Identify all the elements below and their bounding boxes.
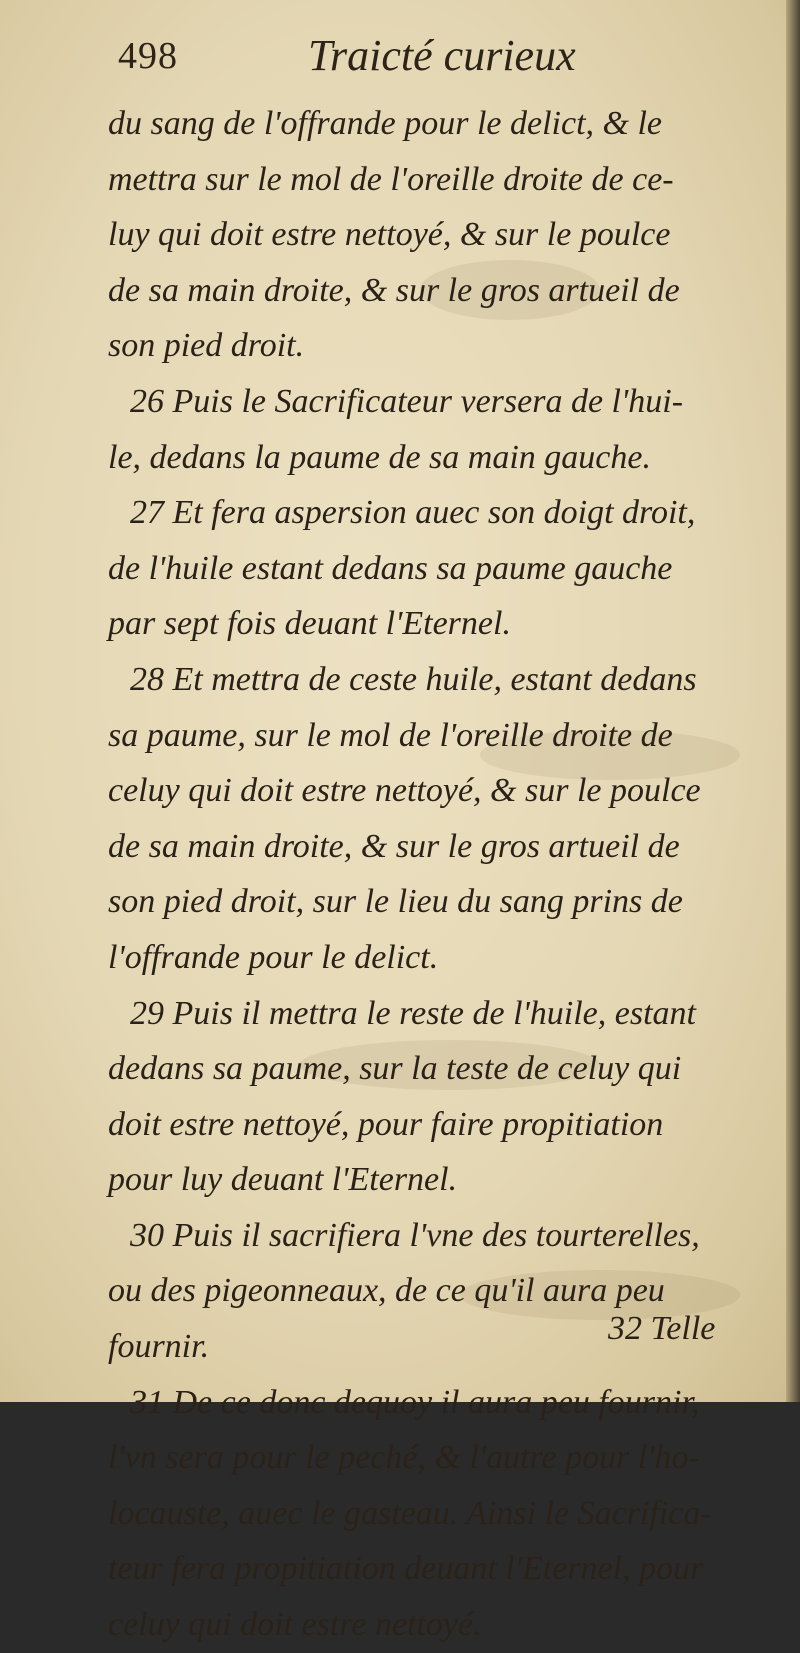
text-line: son pied droit. — [108, 327, 305, 365]
text-line: du sang de l'offrande pour le delict, & le — [108, 105, 663, 142]
text-line: le, dedans la paume de sa main gauche. — [108, 438, 651, 476]
text-line: de l'huile estant dedans sa paume gauche — [108, 549, 673, 587]
text-line: de sa main droite, & sur le gros artueil de — [108, 827, 680, 865]
verse-31-start: 31 De ce donc dequoy il aura peu fournir, — [130, 1383, 700, 1421]
text-line: doit estre nettoyé, pour faire propitiation — [108, 1105, 664, 1143]
page-gutter-shadow — [786, 0, 800, 1402]
verse-26-start: 26 Puis le Sacrificateur versera de l'hui- — [130, 382, 684, 420]
verse-27-start: 27 Et fera aspersion auec son doigt droit, — [130, 494, 696, 532]
text-line: l'vn sera pour le peché, & l'autre pour l'ho- — [108, 1439, 700, 1477]
text-line: celuy qui doit estre nettoyé. — [108, 1606, 482, 1644]
verse-30-start: 30 Puis il sacrifiera l'vne des tourterelles, — [130, 1216, 700, 1254]
text-line: l'offrande pour le delict. — [108, 938, 439, 976]
text-line: locauste, auec le gasteau. Ainsi le Sacrifica- — [108, 1494, 712, 1532]
text-line: ou des pigeonneaux, de ce qu'il aura peu — [108, 1272, 665, 1310]
verse-28-start: 28 Et mettra de ceste huile, estant dedans — [130, 660, 697, 698]
page-number: 498 — [118, 35, 178, 77]
page-header — [118, 28, 678, 88]
text-line: son pied droit, sur le lieu du sang prins de — [108, 883, 683, 921]
text-line: luy qui doit estre nettoyé, & sur le poulce — [108, 216, 671, 254]
running-title: Traicté curieux — [308, 31, 576, 80]
verse-29-start: 29 Puis il mettra le reste de l'huile, estant — [130, 994, 696, 1032]
body-text — [108, 96, 768, 1653]
text-line: de sa main droite, & sur le gros artueil de — [108, 271, 680, 309]
text-line: dedans sa paume, sur la teste de celuy qui — [108, 1050, 682, 1088]
text-line: mettra sur le mol de l'oreille droite de ce- — [108, 160, 674, 198]
catchword: 32 Telle — [608, 1310, 716, 1347]
text-line: pour luy deuant l'Eternel. — [108, 1161, 458, 1199]
text-line: par sept fois deuant l'Eternel. — [108, 605, 511, 643]
text-line: teur fera propitiation deuant l'Eternel, pour — [108, 1550, 704, 1588]
text-line: celuy qui doit estre nettoyé, & sur le poulce — [108, 772, 701, 810]
text-line: fournir. — [108, 1328, 210, 1366]
text-line: sa paume, sur le mol de l'oreille droite de — [108, 716, 673, 754]
